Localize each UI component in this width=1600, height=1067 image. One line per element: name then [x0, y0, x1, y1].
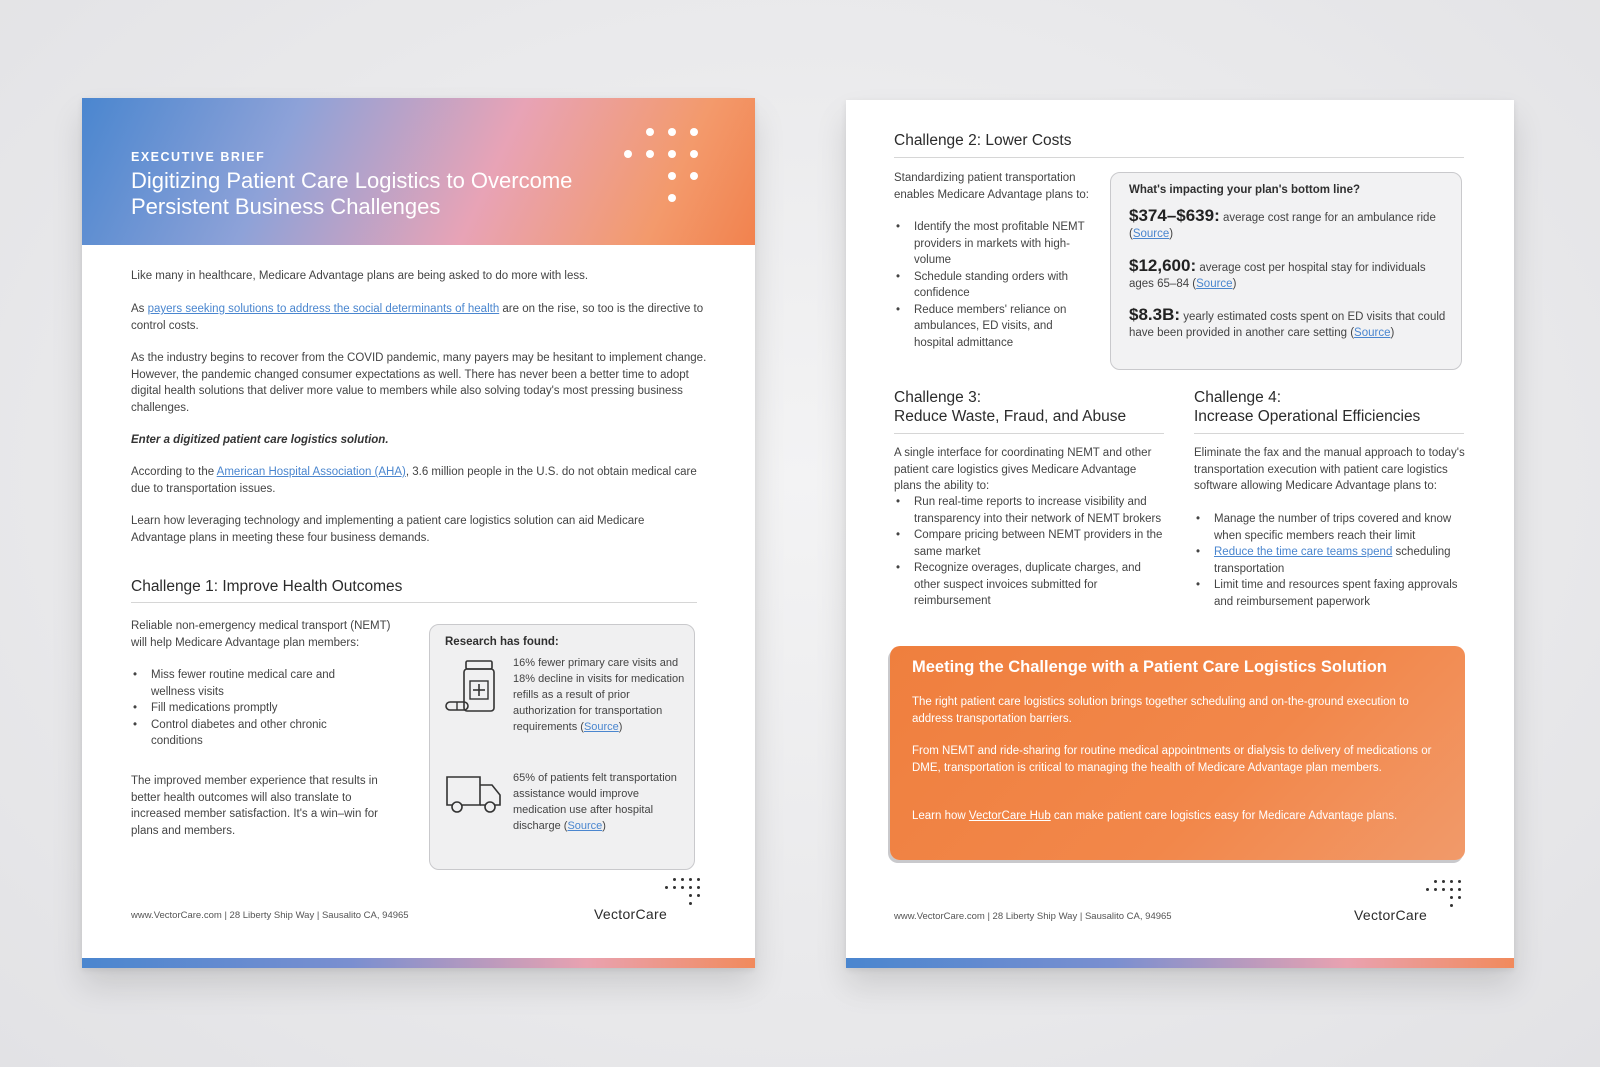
challenge-1-divider: [131, 602, 697, 603]
challenge-1-outro: The improved member experience that results in better health outcomes will also translate to increased member satisfaction. It's a win–win for plans and members.: [131, 775, 378, 837]
list-item: • Compare pricing between NEMT providers in the same market: [894, 527, 1166, 560]
aha-prefix: According to the: [131, 466, 217, 478]
challenge-2-divider: [894, 157, 1464, 158]
challenge-1-bullets: [131, 667, 381, 750]
bottom-gradient-bar: [846, 958, 1514, 968]
challenge-1-heading: Challenge 1: Improve Health Outcomes: [131, 578, 403, 595]
stat-text: average cost range for an ambulance ride (: [1129, 212, 1436, 240]
bullet-rest: scheduling transportation: [1214, 546, 1451, 575]
page-title: Digitizing Patient Care Logistics to Overcome Persistent Business Challenges: [131, 168, 573, 219]
list-item: • Manage the number of trips covered and know when specific members reach their limit: [1194, 511, 1466, 544]
list-item: • Identify the most profitable NEMT providers in markets with high-volume: [894, 219, 1094, 269]
solution-paragraph-2: From NEMT and ride-sharing for routine medical appointments or dialysis to delivery of medications or DME, transportation is critical to managing the health of Medicare Advantage plan members.: [912, 745, 1432, 774]
challenge-3-bullets: [894, 494, 1166, 610]
payers-paragraph: [131, 301, 711, 334]
challenge-4-title: Increase Operational Efficiencies: [1194, 408, 1421, 425]
logo-dots-icon: [1426, 880, 1466, 914]
source-link[interactable]: Source: [583, 721, 619, 733]
challenge-3-intro: A single interface for coordinating NEMT and other patient care logistics gives Medicare Advantage plans the ability to:: [894, 447, 1152, 492]
executive-brief-page-2: [846, 100, 1514, 968]
list-item: • Limit time and resources spent faxing approvals and reimbursement paperwork: [1194, 577, 1466, 610]
research-callout-box: [429, 624, 695, 870]
challenge-3-divider: [894, 433, 1164, 434]
industry-paragraph: As the industry begins to recover from the COVID pandemic, many payers may be hesitant to implement change. However, the pandemic changed consumer expectations as well. There has never been a better time to adopt digital health solutions that deliver more value to members while also solving today's most pressing business challenges.: [131, 352, 707, 414]
delivery-truck-icon: [444, 771, 504, 817]
source-link[interactable]: Source: [1354, 327, 1391, 339]
list-item: • Schedule standing orders with confidence: [894, 269, 1094, 302]
challenge-4-bullets: [1194, 511, 1466, 610]
vectorcare-hub-link[interactable]: VectorCare Hub: [968, 810, 1051, 822]
stat-value: $374–$639:: [1129, 206, 1220, 225]
stat-text: yearly estimated costs spent on ED visits that could have been provided in another care setting (: [1129, 311, 1446, 339]
stats-box-title: What's impacting your plan's bottom line?: [1129, 184, 1361, 196]
solution-paragraph-1: The right patient care logistics solution brings together scheduling and on-the-ground execution to address transportation barriers.: [912, 696, 1409, 725]
reduce-time-link[interactable]: Reduce the time care teams spend: [1214, 546, 1393, 558]
hero-header: [82, 98, 755, 245]
vectorcare-logo: VectorCare: [594, 906, 668, 922]
research-item-2: 65% of patients felt transportation assistance would improve medication use after hospital discharge (Source): [513, 772, 677, 832]
solution-p3-prefix: Learn how: [912, 810, 969, 822]
payers-suffix: are on the rise, so too is the directive to control costs.: [131, 303, 704, 332]
challenge-1-intro: Reliable non-emergency medical transport (NEMT) will help Medicare Advantage plan members:: [131, 620, 391, 649]
solution-callout-box: [890, 646, 1465, 860]
solution-paragraph-3: [912, 808, 1432, 825]
close-paren: ): [1169, 228, 1174, 240]
vectorcare-logo: VectorCare: [1354, 907, 1428, 923]
challenge-2-intro: Standardizing patient transportation enables Medicare Advantage plans to:: [894, 172, 1089, 201]
list-item: • Miss fewer routine medical care and wellness visits: [131, 667, 381, 700]
medicine-bottle-icon: [444, 657, 504, 717]
list-item: • Fill medications promptly: [131, 700, 381, 717]
list-item: • Reduce members' reliance on ambulances, ED visits, and hospital admittance: [894, 302, 1094, 352]
solution-heading: Meeting the Challenge with a Patient Care Logistics Solution: [912, 658, 1387, 676]
decorative-dots-icon: [622, 128, 702, 208]
stat-text: average cost per hospital stay for individuals ages 65–84 (: [1129, 262, 1426, 290]
stat-value: $12,600:: [1129, 256, 1197, 275]
source-link[interactable]: Source: [1132, 228, 1170, 240]
research-item-2-text: 65% of patients felt transportation assistance would improve medication use after hospital discharge: [513, 772, 677, 832]
aha-suffix: , 3.6 million people in the U.S. do not obtain medical care due to transportation issues.: [131, 466, 697, 495]
research-box-title: Research has found:: [445, 636, 559, 648]
logo-dots-icon: [665, 878, 705, 912]
payers-prefix: As: [131, 303, 148, 315]
footer-address: www.VectorCare.com | 28 Liberty Ship Way | Sausalito CA, 94965: [131, 910, 409, 921]
bottom-gradient-bar: [82, 958, 755, 968]
research-item-1: 16% fewer primary care visits and 18% decline in visits for medication refills as a result of prior authorization for transportation requirements (Source): [513, 657, 685, 733]
enter-solution-paragraph: Enter a digitized patient care logistics solution.: [131, 434, 389, 446]
aha-paragraph: [131, 464, 711, 497]
list-item: • Run real-time reports to increase visibility and transparency into their network of NEMT brokers: [894, 494, 1166, 527]
challenge-4-heading: [1194, 388, 1420, 426]
stat-value: $8.3B:: [1129, 305, 1181, 324]
close-paren: ): [1390, 327, 1395, 339]
sdoh-link[interactable]: payers seeking solutions to address the social determinants of health: [147, 303, 500, 315]
list-item: • Control diabetes and other chronic conditions: [131, 717, 381, 750]
footer-address: www.VectorCare.com | 28 Liberty Ship Way | Sausalito CA, 94965: [894, 911, 1172, 922]
close-paren: ): [1232, 278, 1237, 290]
challenge-4-label: Challenge 4:: [1194, 389, 1282, 406]
stat-ed-visits: [1129, 307, 1447, 341]
bottom-line-stats-box: [1110, 172, 1462, 370]
list-item: [1194, 544, 1466, 577]
list-item: • Recognize overages, duplicate charges, and other suspect invoices submitted for reimbursement: [894, 560, 1166, 610]
stat-hospital-stay: [1129, 258, 1447, 292]
executive-brief-page-1: [82, 98, 755, 968]
solution-p3-suffix: can make patient care logistics easy for Medicare Advantage plans.: [1050, 810, 1398, 822]
challenge-3-heading: [894, 388, 1126, 426]
challenge-3-label: Challenge 3:: [894, 389, 982, 406]
source-link[interactable]: Source: [567, 820, 603, 832]
learn-paragraph: Learn how leveraging technology and implementing a patient care logistics solution can aid Medicare Advantage plans in meeting these four business demands.: [131, 515, 645, 544]
stat-ambulance-cost: [1129, 208, 1447, 242]
challenge-4-divider: [1194, 433, 1464, 434]
intro-paragraph: Like many in healthcare, Medicare Advantage plans are being asked to do more with less.: [131, 270, 589, 282]
challenge-3-title: Reduce Waste, Fraud, and Abuse: [894, 408, 1127, 425]
research-item-1-text: 16% fewer primary care visits and 18% decline in visits for medication refills as a result of prior authorization for transportation requirements: [513, 657, 685, 733]
hero-kicker: EXECUTIVE BRIEF: [131, 150, 266, 164]
source-link[interactable]: Source: [1196, 278, 1233, 290]
aha-link[interactable]: American Hospital Association (AHA): [216, 466, 406, 478]
challenge-2-heading: Challenge 2: Lower Costs: [894, 132, 1072, 149]
challenge-4-intro: Eliminate the fax and the manual approach to today's transportation execution with patient care logistics software allowing Medicare Advantage plans to:: [1194, 447, 1465, 492]
challenge-2-bullets: [894, 219, 1094, 351]
